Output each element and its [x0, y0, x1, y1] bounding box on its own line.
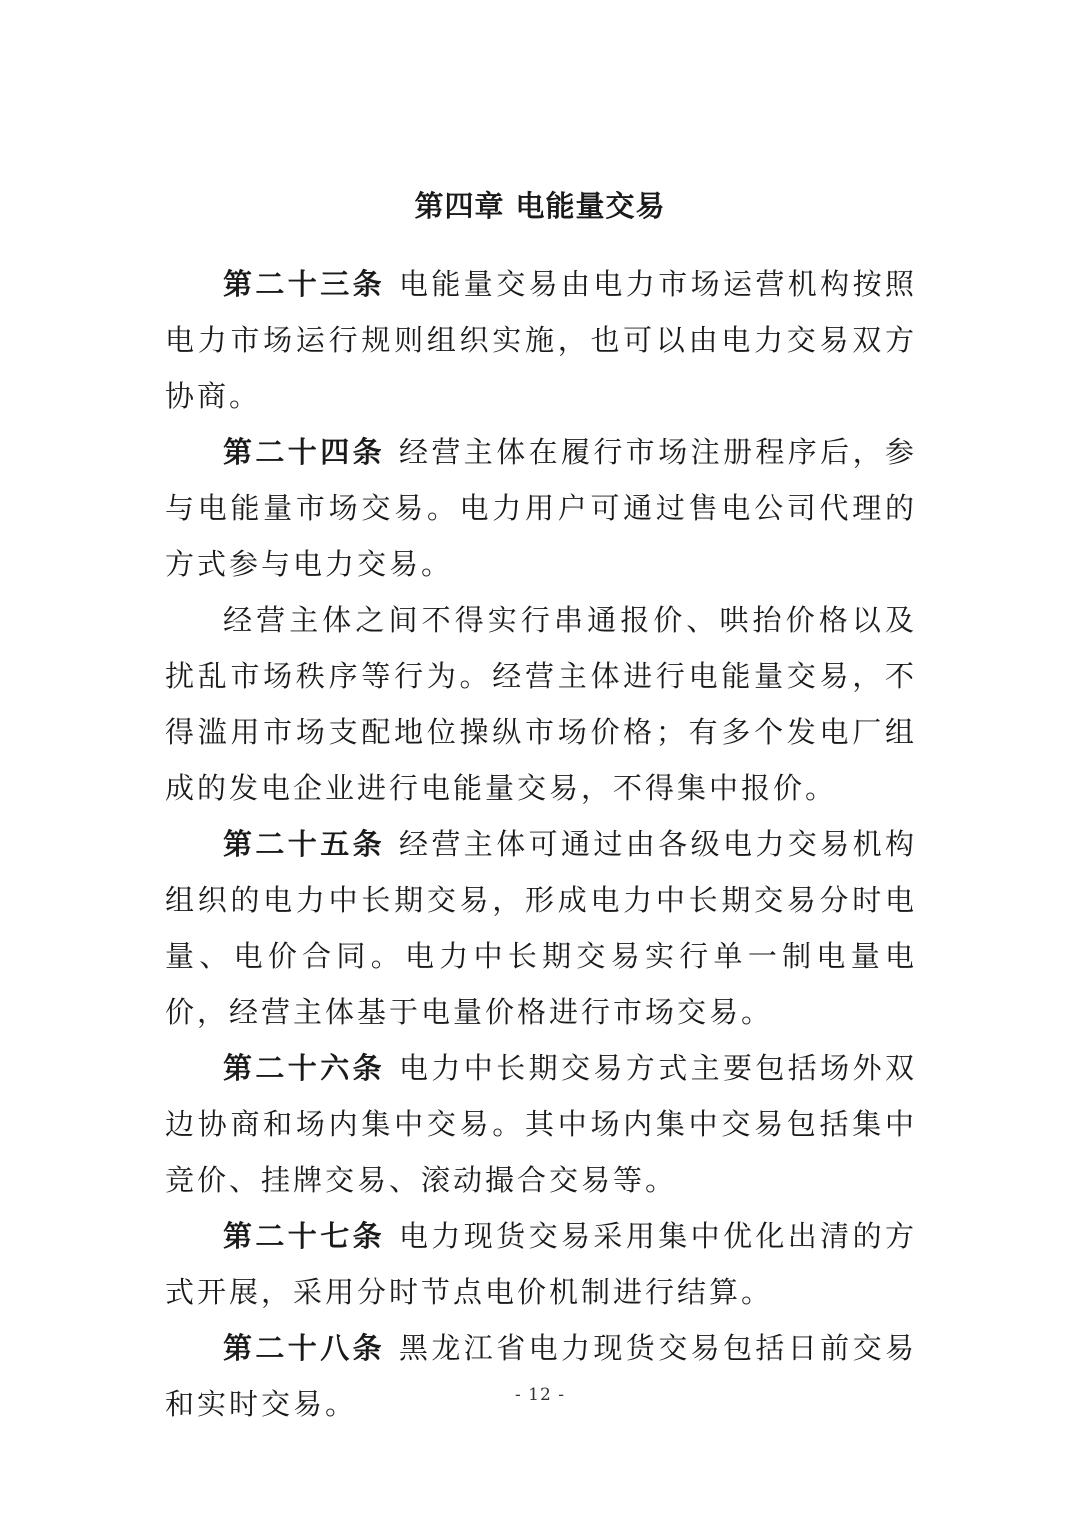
article-24-text: 经营主体在履行市场注册程序后，参与电能量市场交易。电力用户可通过售电公司代理的方式参与电力交易。	[165, 435, 917, 581]
article-26-paragraph	[165, 1040, 917, 1208]
article-23-text: 电能量交易由电力市场运营机构按照电力市场运行规则组织实施，也可以由电力交易双方协商。	[165, 267, 917, 413]
article-27-paragraph	[165, 1208, 917, 1320]
article-27-text: 电力现货交易采用集中优化出清的方式开展，采用分时节点电价机制进行结算。	[165, 1219, 917, 1309]
chapter-title: 第四章 电能量交易	[414, 189, 666, 223]
article-24-continuation-text: 经营主体之间不得实行串通报价、哄抬价格以及扰乱市场秩序等行为。经营主体进行电能量交易，不得滥用市场支配地位操纵市场价格；有多个发电厂组成的发电企业进行电能量交易，不得集中报价。	[165, 603, 917, 805]
article-26-text: 电力中长期交易方式主要包括场外双边协商和场内集中交易。其中场内集中交易包括集中竞价、挂牌交易、滚动撮合交易等。	[165, 1051, 917, 1197]
article-25-text: 经营主体可通过由各级电力交易机构组织的电力中长期交易，形成电力中长期交易分时电量、电价合同。电力中长期交易实行单一制电量电价，经营主体基于电量价格进行市场交易。	[165, 827, 917, 1029]
article-25-number: 第二十五条	[223, 827, 385, 861]
article-25-paragraph	[165, 816, 917, 1040]
document-body	[165, 256, 917, 1432]
article-28-paragraph	[165, 1320, 917, 1432]
article-26-number: 第二十六条	[223, 1051, 385, 1085]
article-28-text: 黑龙江省电力现货交易包括日前交易和实时交易。	[165, 1331, 917, 1421]
article-24-paragraph	[165, 424, 917, 592]
article-27-number: 第二十七条	[223, 1219, 385, 1253]
article-23-number: 第二十三条	[223, 267, 385, 301]
article-23-paragraph	[165, 256, 917, 424]
article-24-continuation-paragraph	[165, 592, 917, 816]
article-28-number: 第二十八条	[223, 1331, 385, 1365]
article-24-number: 第二十四条	[223, 435, 385, 469]
page-number: - 12 -	[515, 1385, 565, 1405]
